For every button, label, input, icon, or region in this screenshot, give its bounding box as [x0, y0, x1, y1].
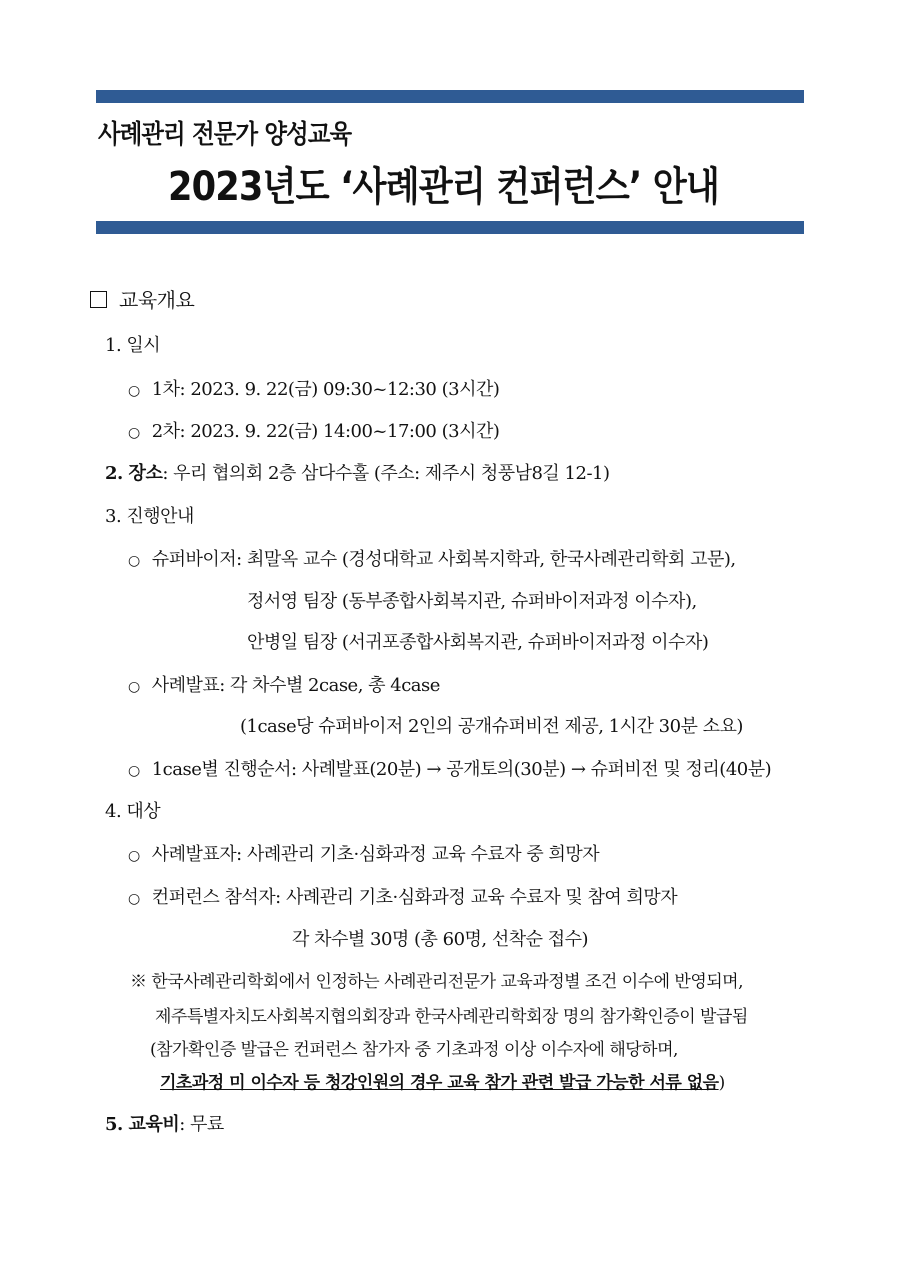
item-venue [105, 459, 610, 485]
case-order [128, 755, 771, 781]
circle-bullet-icon: ○ [128, 553, 140, 569]
target-presenter-text: 사례발표자: 사례관리 기초·심화과정 교육 수료자 중 희망자 [151, 844, 600, 865]
item-schedule-label: 1. 일시 [105, 335, 161, 356]
header-top-bar [96, 90, 804, 103]
schedule-session-2-text: 2차: 2023. 9. 22(금) 14:00~17:00 (3시간) [151, 421, 500, 442]
supervisor-line-1 [128, 545, 736, 571]
section-heading [90, 284, 194, 313]
supervisor-line-2: 정서영 팀장 (동부종합사회복지관, 슈퍼바이저과정 이수자), [247, 591, 697, 612]
case-presentation-detail: (1case당 슈퍼바이저 2인의 공개슈퍼비전 제공, 1시간 30분 소요) [240, 716, 743, 737]
circle-bullet-icon: ○ [128, 763, 140, 779]
document-subtitle: 사례관리 전문가 양성교육 [98, 120, 352, 150]
header-bottom-bar [96, 221, 804, 234]
schedule-session-1-text: 1차: 2023. 9. 22(금) 09:30~12:30 (3시간) [151, 379, 500, 400]
case-presentation-text: 사례발표: 각 차수별 2case, 총 4case [151, 675, 440, 696]
section-heading-label: 교육개요 [119, 288, 195, 312]
note-line-4 [160, 1068, 725, 1093]
target-attendee-text: 컨퍼런스 참석자: 사례관리 기초·심화과정 교육 수료자 및 참여 희망자 [151, 887, 678, 908]
circle-bullet-icon: ○ [128, 891, 140, 907]
note-underlined-text: 기초과정 미 이수자 등 청강인원의 경우 교육 참가 관련 발급 가능한 서류 없음 [160, 1073, 719, 1093]
note-close-paren: ) [718, 1073, 725, 1093]
item-fee-label: 5. 교육비 [105, 1114, 180, 1135]
item-venue-value: : 우리 협의회 2층 삼다수홀 (주소: 제주시 청풍남8길 12-1) [162, 463, 610, 484]
circle-bullet-icon: ○ [128, 848, 140, 864]
note-line-2: 제주특별자치도사회복지협의회장과 한국사례관리학회장 명의 참가확인증이 발급됨 [155, 1007, 748, 1027]
schedule-session-1 [128, 375, 499, 401]
note-line-3: (참가확인증 발급은 컨퍼런스 참가자 중 기초과정 이상 이수자에 해당하며, [150, 1040, 678, 1060]
item-fee [105, 1110, 224, 1136]
case-order-text: 1case별 진행순서: 사례발표(20분) → 공개토의(30분) → 슈퍼비전 및 정리(40분) [151, 759, 772, 780]
note-line-1: ※ 한국사례관리학회에서 인정하는 사례관리전문가 교육과정별 조건 이수에 반영되며, [130, 972, 743, 992]
supervisor-line-1-text: 슈퍼바이저: 최말옥 교수 (경성대학교 사회복지학과, 한국사례관리학회 고문), [151, 549, 736, 570]
target-presenter [128, 840, 599, 866]
supervisor-line-3: 안병일 팀장 (서귀포종합사회복지관, 슈퍼바이저과정 이수자) [247, 632, 709, 653]
item-progress-label: 3. 진행안내 [105, 506, 194, 527]
circle-bullet-icon: ○ [128, 383, 140, 399]
schedule-session-2 [128, 417, 499, 443]
document-title: 2023년도 ‘사례관리 컨퍼런스’ 안내 [168, 164, 720, 210]
item-venue-label: 2. 장소 [105, 463, 163, 484]
case-presentation [128, 671, 440, 697]
target-capacity: 각 차수별 30명 (총 60명, 선착순 접수) [292, 929, 589, 950]
item-fee-value: : 무료 [179, 1114, 224, 1135]
target-attendee [128, 883, 677, 909]
checkbox-square-icon [90, 291, 107, 308]
item-target-label: 4. 대상 [105, 801, 161, 822]
circle-bullet-icon: ○ [128, 679, 140, 695]
circle-bullet-icon: ○ [128, 425, 140, 441]
